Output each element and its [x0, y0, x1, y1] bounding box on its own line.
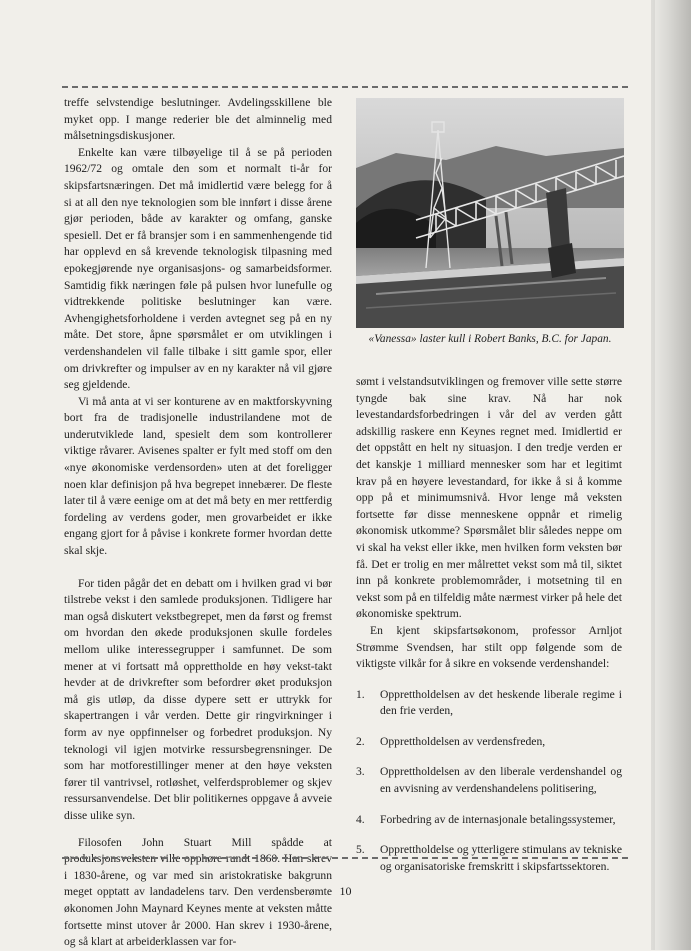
- conditions-list: [356, 687, 622, 876]
- scan-page-edge: [651, 0, 691, 950]
- list-item-number: 3.: [356, 765, 365, 779]
- list-item: [356, 687, 622, 720]
- paragraph: Filosofen John Stuart Mill spådde at produksjonsveksten ville opphøre rundt 1860. Han skrev i 1830-årene, og var med sin aristokratiske bakgrunn meget opptatt av landadelens tarv. Den verdensberømte økonomen John Maynard Keynes mente at veksten måtte fortsette minst utover år 2000. Han skrev i 1930-årene, og så klart at arbeiderklassen var for-: [64, 835, 332, 949]
- list-item-number: 2.: [356, 734, 365, 748]
- list-item-number: 4.: [356, 812, 365, 826]
- list-item-number: 1.: [356, 687, 365, 701]
- list-item: [356, 764, 622, 797]
- coal-loading-photo: [356, 98, 624, 328]
- list-item-text: Opprettholdelse og ytterligere stimulans av tekniske og organisatoriske fremskritt i skipsfartssektoren.: [380, 843, 622, 873]
- bottom-dashed-rule: [62, 857, 628, 859]
- list-item-text: Opprettholdelsen av den liberale verdenshandel og en avvisning av verdenshandelens politisering,: [380, 765, 622, 796]
- paragraph: Enkelte kan være tilbøyelige til å se på perioden 1962/72 og omtale den som et normalt ti-år for skipsfartsnæringen. Det må imidlertid være belegg for å si at all den nye teknologien som ble innført i disse årene gjør perioden, både av karakter og omfang, ganske spesiell. Det er få bransjer som i en sammenhengende tid har opplevd en så krevende teknologisk tilpasning med epokegjørende nye organisasjons- og samarbeidsformer. Samtidig fikk næringen føle på pulsen hvor lunefulle og vidtrekkende politiske beslutninger kan være. Avhengighetsforholdene i verden avtegnet seg på en ny måte. Det store, åpne spørsmålet er om utviklingen i verdenshandelen vil falle tilbake i sitt gamle spor, eller om drivkrefter og impulser av en ny karakter nå vil gjøre seg gjeldende.: [64, 145, 332, 392]
- photo-caption: «Vanessa» laster kull i Robert Banks, B.C. for Japan.: [368, 333, 612, 345]
- page-number: 10: [339, 884, 352, 898]
- left-text-column: [64, 95, 332, 951]
- list-item: [356, 734, 622, 751]
- scan-edge-shadow: [651, 0, 655, 950]
- paragraph: For tiden pågår det en debatt om i hvilken grad vi bør tilstrebe vekst i den samlede produksjonen. Tidligere har man også diskutert vekstbegrepet, men da først og fremst om hvordan den økede produksjonen skulle fordeles mellom ulike interessegrupper i samfunnet. De som mener at vi fortsatt må opprettholde en høy vekst-takt hevder at de drivkrefter som befordrer øket produksjon må gis utløp, da disse dypere sett er uttrykk for skapertrangen i vår verden. Dette gir ringvirkninger i form av nye oppfinnelser og forbedret produksjon. Ny teknologi vil igjen motvirke ressursbegrensninger. De som har motforestillinger mener at den høye veksten fører til vantrivsel, rotløshet, velferdsproblemer og skjev ressursanvendelse. Det blir politikernes oppgave å avveie disse ulike syn.: [64, 576, 332, 822]
- list-item-text: Opprettholdelsen av det heskende liberale regime i den frie verden,: [380, 687, 622, 718]
- list-item: [356, 812, 622, 829]
- top-dashed-rule: [62, 86, 628, 88]
- paragraph: treffe selvstendige beslutninger. Avdelingsskillene ble myket opp. I mange rederier ble det alminnelig med målsetningsdiskusjoner.: [64, 96, 332, 143]
- list-item-text: Opprettholdelsen av verdensfreden,: [380, 734, 546, 748]
- list-item-number: 5.: [356, 843, 365, 857]
- list-item-text: Forbedring av de internasjonale betalingssystemer,: [380, 812, 616, 826]
- paragraph: Vi må anta at vi ser konturene av en maktforskyvning bort fra de tradisjonelle industrilandene mot de underutviklede land, spesielt dem som kontrollerer viktige råvarer. Avisenes spalter er fylt med stoff om den «nye økonomiske verdensorden» uten at det foreligger noen klar definisjon på hva begrepet innebærer. De fleste later til å være eenige om at det må bety en mer rettferdig fordeling av verdens goder, men grovarbeidet er ikke engang gjort for å påvise i konkrete former hvordan dette skal skje.: [64, 394, 332, 558]
- paragraph: En kjent skipsfartsøkonom, professor Arnljot Strømme Svendsen, har stilt opp følgende som de viktigste vilkår for å sikre en voksende verdenshandel:: [356, 623, 622, 671]
- paragraph: sømt i velstandsutviklingen og fremover ville sette større tyngde bak sine krav. Nå har nok levestandardsforbedringen i vår del av verden gått adskillig raskere enn Keynes regnet med. Imidlertid er det oppstått en helt ny situasjon. I den tredje verden er det kanskje 1 milliard mennesker som har et legitimt krav på en høyere levestandard, for ikke å si å komme opp på et minimumsnivå. Hvor lenge må veksten fortsette før disse menneskene oppnår et rimelig økonomisk utkomme? Spørsmålet blir således neppe om vi skal ha vekst eller ikke, men hvilken form veksten bør få. Det er trolig en mer målrettet vekst som må til, siktet inn på konkrete problemområder, i motsetning til en vekst som på en tilfeldig måte nærmest virker på hele det økonomiske spektrum.: [356, 375, 622, 621]
- right-text-column: [356, 374, 622, 875]
